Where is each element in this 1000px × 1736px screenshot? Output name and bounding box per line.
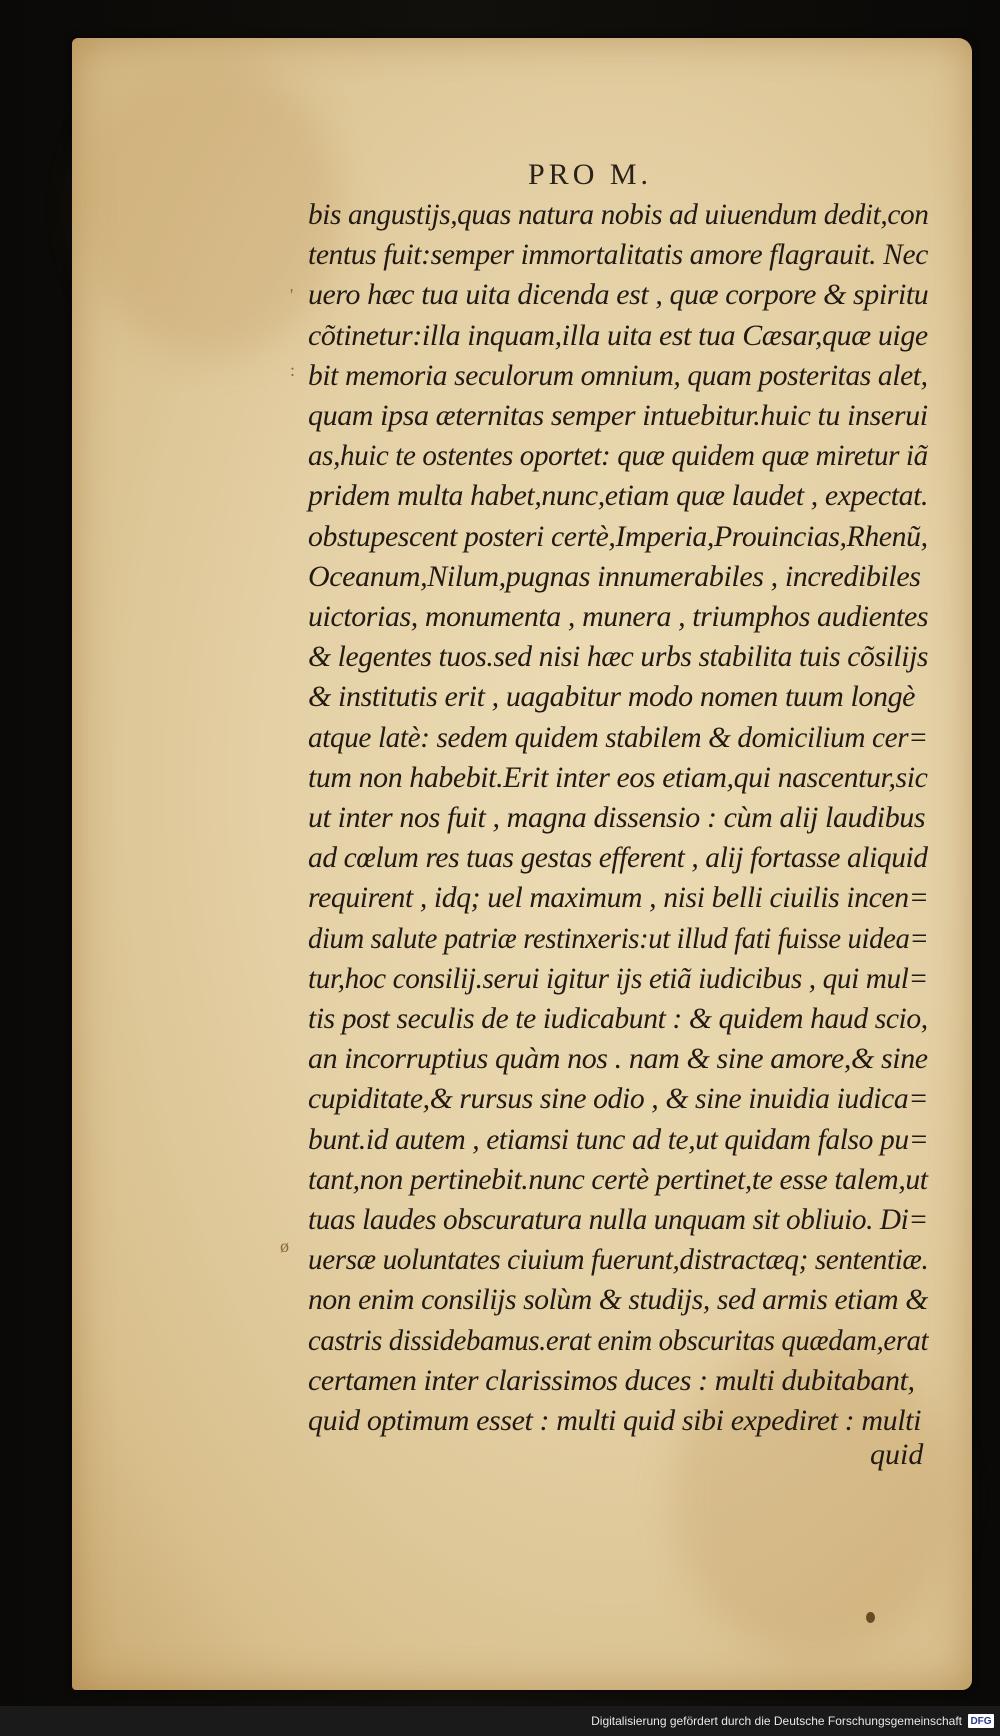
text-line: cõtinetur:illa inquam,illa uita est tua Cæsar,quæ uige: [308, 318, 928, 352]
text-line: cupiditate,& rursus sine odio , & sine inuidia iudica=: [308, 1082, 928, 1116]
footer: [0, 1708, 1000, 1734]
footer-credit: Digitalisierung gefördert durch die Deutsche Forschungsgemeinschaft: [591, 1714, 962, 1728]
margin-mark: ø: [280, 1236, 289, 1256]
text-line: tant,non pertinebit.nunc certè pertinet,te esse talem,ut: [308, 1162, 928, 1196]
text-line: tuas laudes obscuratura nulla unquam sit obliuio. Di=: [308, 1203, 928, 1236]
text-line: ut inter nos fuit , magna dissensio : cùm alij laudibus: [308, 801, 926, 834]
text-line: an incorruptius quàm nos . nam & sine amore,& sine: [308, 1042, 928, 1076]
text-line: requirent , idq; uel maximum , nisi belli ciuilis incen=: [308, 881, 929, 915]
text-line: pridem multa habet,nunc,etiam quæ laudet , expectat.: [308, 479, 929, 513]
text-line: bunt.id autem , etiamsi tunc ad te,ut quidam falso pu=: [308, 1122, 929, 1156]
text-line: quam ipsa æternitas semper intuebitur.huic tu inserui: [308, 399, 928, 432]
text-line: tur,hoc consilij.serui igitur ijs etiã iudicibus , qui mul=: [308, 961, 928, 995]
text-line: tis post seculis de te iudicabunt : & quidem haud scio,: [308, 1002, 928, 1035]
text-line: dium salute patriæ restinxeris:ut illud fati fuisse uidea=: [308, 921, 929, 955]
text-line: bis angustijs,quas natura nobis ad uiuendum dedit,con: [308, 198, 929, 231]
text-line: uersæ uoluntates ciuium fuerunt,distractæq; sententiæ.: [308, 1243, 929, 1277]
text-line: Oceanum,Nilum,pugnas innumerabiles , incredibiles: [308, 559, 921, 593]
text-line: non enim consilijs solùm & studijs, sed armis etiam &: [308, 1283, 928, 1317]
text-line: tentus fuit:semper immortalitatis amore flagrauit. Nec: [308, 238, 928, 272]
text-line: ad cœlum res tuas gestas efferent , alij fortasse aliquid: [308, 841, 928, 875]
text-line: obstupescent posteri certè,Imperia,Prouincias,Rhenũ,: [308, 519, 928, 553]
ink-blot: [866, 1612, 875, 1623]
text-line: tum non habebit.Erit inter eos etiam,qui nascentur,sic: [308, 760, 928, 794]
text-line: & legentes tuos.sed nisi hæc urbs stabilita tuis cõsilijs: [308, 640, 929, 674]
margin-mark: :: [290, 360, 296, 380]
paper-stain: [82, 58, 342, 358]
text-line: bit memoria seculorum omnium, quam posteritas alet,: [308, 358, 928, 392]
margin-mark: ': [290, 285, 294, 305]
text-line: castris dissidebamus.erat enim obscuritas quædam,erat: [308, 1323, 929, 1357]
text-line: atque latè: sedem quidem stabilem & domicilium cer=: [308, 720, 928, 754]
text-line: uictorias, monumenta , munera , triumphos audientes: [308, 600, 929, 633]
text-line: uero hæc tua uita dicenda est , quæ corpore & spiritu: [308, 278, 929, 312]
dfg-logo: DFG: [968, 1714, 994, 1728]
catchword: quid: [870, 1438, 924, 1471]
text-line: as,huic te ostentes oportet: quæ quidem quæ miretur iã: [308, 439, 928, 473]
text-line: & institutis erit , uagabitur modo nomen tuum longè: [308, 680, 916, 714]
running-head: PRO M.: [528, 158, 653, 191]
text-line: quid optimum esset : multi quid sibi expediret : multi: [308, 1404, 922, 1437]
text-line: certamen inter clarissimos duces : multi dubitabant,: [308, 1363, 915, 1397]
